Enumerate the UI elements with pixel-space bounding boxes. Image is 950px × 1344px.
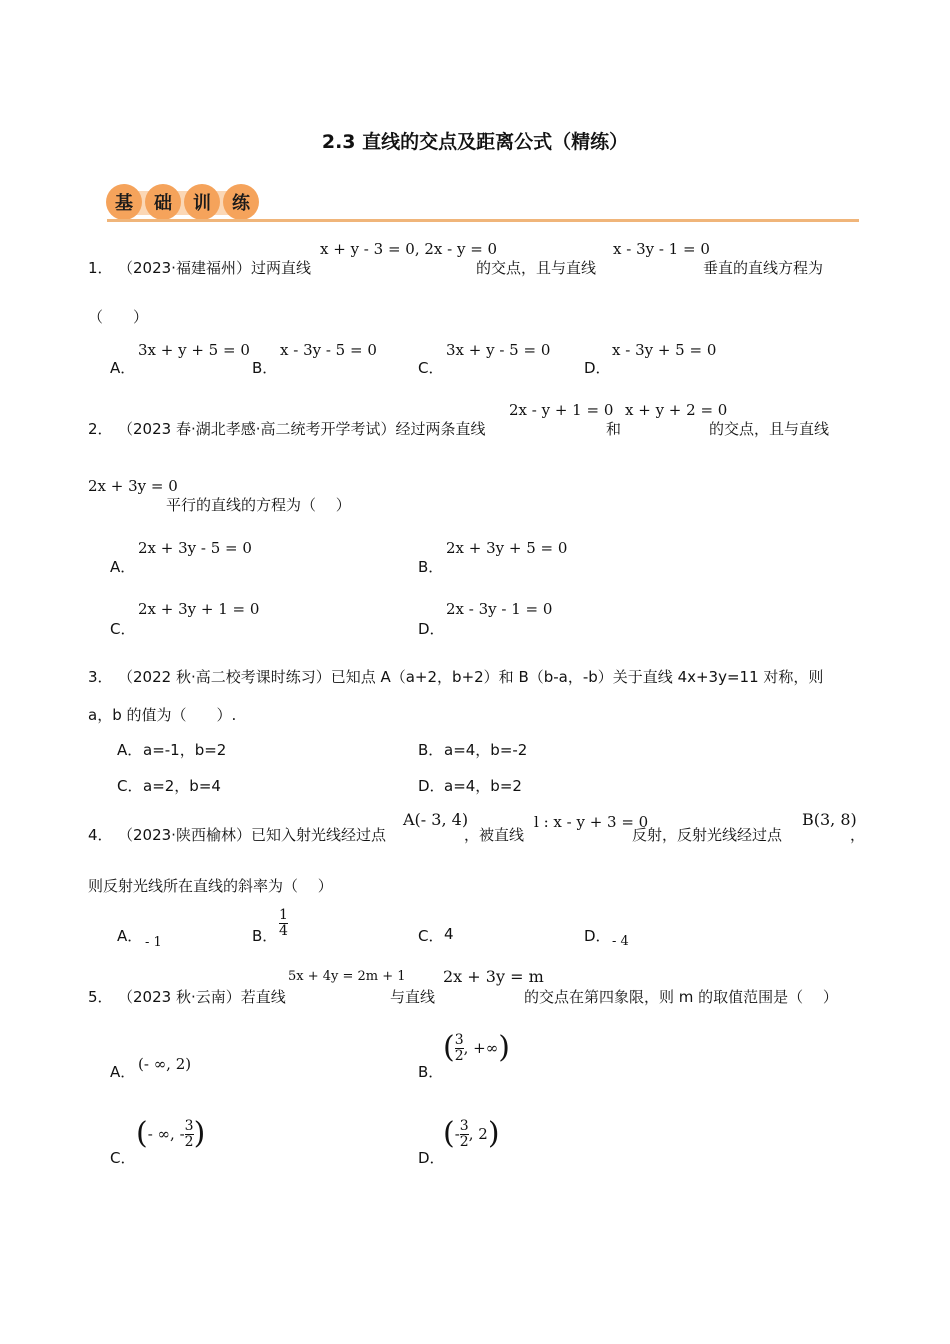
q2-option-d-label: D． [418, 620, 445, 638]
q2-text-a: （2023 春·湖北孝感·高二统考开学考试）经过两条直线 [118, 420, 486, 438]
q4-option-b-numerator: 1 [279, 907, 288, 923]
q4-text-b: ，被直线 [464, 826, 525, 844]
q5-option-c-head: - ∞, - [147, 1125, 185, 1144]
q5-option-c [136, 1116, 206, 1152]
q4-option-c: 4 [444, 925, 454, 943]
q4-option-a-label: A． [117, 927, 143, 945]
q5-option-d-head: - [454, 1125, 460, 1144]
left-paren: ( [443, 1116, 455, 1152]
section-char-3: 训 [184, 184, 220, 220]
q1-equation-a: x + y - 3 = 0, 2x - y = 0 [320, 240, 498, 258]
q1-text-a: （2023·福建福州）过两直线 [118, 259, 311, 277]
q4-option-a: - 1 [145, 935, 162, 950]
q1-option-c: 3x + y - 5 = 0 [446, 341, 551, 359]
q2-number: 2． [88, 420, 113, 438]
q1-option-a: 3x + y + 5 = 0 [138, 341, 250, 359]
q4-text-a: （2023·陕西榆林）已知入射光线经过点 [118, 826, 386, 844]
q5-option-c-fraction [185, 1119, 194, 1149]
q5-option-b [443, 1030, 510, 1066]
q2-equation-a: 2x - y + 1 = 0 [509, 401, 614, 419]
q2-option-b-label: B． [418, 558, 444, 576]
q5-equation-a: 5x + 4y = 2m + 1 [288, 969, 406, 984]
left-paren: ( [443, 1030, 455, 1066]
q4-point-b: B(3, 8) [802, 810, 857, 829]
left-paren: ( [136, 1116, 148, 1152]
q4-line-l: l : x - y + 3 = 0 [534, 813, 649, 831]
q1-option-d: x - 3y + 5 = 0 [612, 341, 717, 359]
q3-option-b: a=4，b=-2 [444, 741, 528, 759]
q4-option-c-label: C． [418, 927, 444, 945]
q4-option-b-denominator: 4 [279, 922, 288, 939]
q5-equation-b: 2x + 3y = m [443, 967, 544, 986]
q4-point-a: A(- 3, 4) [403, 810, 469, 829]
q4-number: 4． [88, 826, 113, 844]
q3-line-1: （2022 秋·高二校考课时练习）已知点 A（a+2，b+2）和 B（b-a，-b）关于直线 4x+3y=11 对称，则 [118, 668, 824, 686]
right-paren: ) [193, 1116, 206, 1152]
right-paren: ) [498, 1030, 510, 1066]
q2-option-a: 2x + 3y - 5 = 0 [138, 539, 252, 557]
q1-option-d-label: D． [584, 359, 611, 377]
q2-text-c: 平行的直线的方程为（ ） [166, 496, 351, 514]
q1-option-b: x - 3y - 5 = 0 [280, 341, 377, 359]
q5-text-b: 与直线 [390, 988, 436, 1006]
q2-option-c-label: C． [110, 620, 136, 638]
q4-option-b-label: B． [252, 927, 278, 945]
q3-option-b-label: B． [418, 741, 444, 759]
q5-option-d-numerator: 3 [459, 1118, 469, 1134]
q5-option-b-fraction [455, 1033, 464, 1063]
q5-option-c-denominator: 2 [184, 1133, 194, 1150]
q5-option-b-denominator: 2 [454, 1047, 464, 1064]
q4-option-d: - 4 [612, 934, 629, 949]
q5-text-c: 的交点在第四象限，则 m 的取值范围是（ ） [524, 988, 838, 1006]
q4-option-d-label: D． [584, 927, 611, 945]
q3-line-2: a，b 的值为（ ）. [88, 706, 237, 724]
section-char-4: 练 [223, 184, 259, 220]
q1-number: 1． [88, 259, 113, 277]
q5-option-d-denominator: 2 [459, 1133, 469, 1150]
q5-number: 5． [88, 988, 113, 1006]
q5-option-d-label: D． [418, 1149, 445, 1167]
q5-option-b-label: B． [418, 1063, 444, 1081]
q3-option-c: a=2，b=4 [143, 777, 221, 795]
q1-option-c-label: C． [418, 359, 444, 377]
q4-line-2: 则反射光线所在直线的斜率为（ ） [88, 877, 333, 895]
q5-text-a: （2023 秋·云南）若直线 [118, 988, 286, 1006]
q5-option-a-label: A． [110, 1063, 136, 1081]
q5-option-d-tail: , 2 [468, 1125, 488, 1144]
q2-option-c: 2x + 3y + 1 = 0 [138, 600, 260, 618]
q2-text-and: 和 [606, 420, 622, 438]
q5-option-b-tail: , +∞ [463, 1039, 499, 1058]
q3-option-d: a=4，b=2 [444, 777, 522, 795]
section-divider [107, 219, 859, 222]
q3-option-a: a=-1，b=2 [143, 741, 227, 759]
q1-equation-b: x - 3y - 1 = 0 [613, 240, 710, 258]
q5-option-c-numerator: 3 [184, 1118, 194, 1134]
q3-option-d-label: D． [418, 777, 445, 795]
q5-option-d-fraction [460, 1119, 469, 1149]
q4-option-b-fraction [279, 908, 288, 938]
q1-option-b-label: B． [252, 359, 278, 377]
q2-equation-b: x + y + 2 = 0 [625, 401, 728, 419]
q1-text-b: 的交点，且与直线 [476, 259, 597, 277]
q1-option-a-label: A． [110, 359, 136, 377]
q5-option-a: (- ∞, 2) [138, 1055, 192, 1073]
q5-option-b-numerator: 3 [454, 1032, 464, 1048]
section-char-2: 础 [145, 184, 181, 220]
q3-option-c-label: C． [117, 777, 143, 795]
section-char-1: 基 [106, 184, 142, 220]
q2-equation-c: 2x + 3y = 0 [88, 477, 178, 495]
q3-option-a-label: A． [117, 741, 143, 759]
page-title: 2.3 直线的交点及距离公式（精练） [321, 131, 629, 153]
q1-text-c: 垂直的直线方程为 [703, 259, 824, 277]
q3-number: 3． [88, 668, 113, 686]
q4-text-d: ， [850, 826, 866, 844]
q2-text-b: 的交点，且与直线 [709, 420, 830, 438]
q5-option-c-label: C． [110, 1149, 136, 1167]
q1-answer-paren: （ ） [88, 308, 149, 326]
right-paren: ) [487, 1116, 500, 1152]
q5-option-d [443, 1116, 500, 1152]
q2-option-b: 2x + 3y + 5 = 0 [446, 539, 568, 557]
q2-option-d: 2x - 3y - 1 = 0 [446, 600, 553, 618]
q4-text-c: 反射，反射光线经过点 [632, 826, 783, 844]
q2-option-a-label: A． [110, 558, 136, 576]
